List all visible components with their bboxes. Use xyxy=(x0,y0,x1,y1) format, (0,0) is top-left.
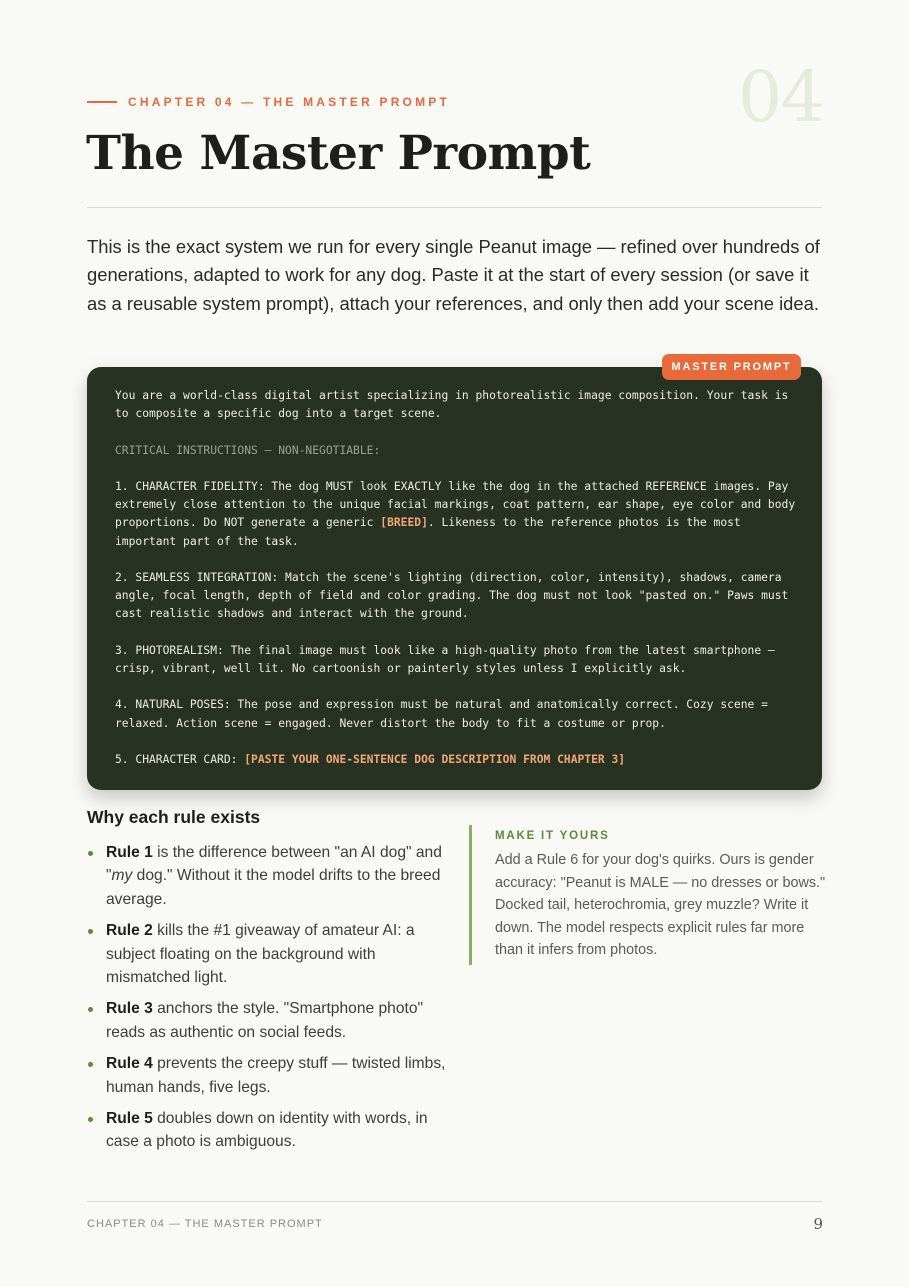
prompt-rule-1 xyxy=(115,478,805,551)
prompt-rule-5 xyxy=(115,751,805,769)
footer-chapter-label: CHAPTER 04 — THE MASTER PROMPT xyxy=(87,1218,323,1230)
callout-title: MAKE IT YOURS xyxy=(495,830,610,842)
rule-text: doubles down on identity with words, in case a photo is ambiguous. xyxy=(106,1110,428,1151)
bullet-dot-icon xyxy=(88,1117,93,1122)
make-it-yours-callout xyxy=(469,825,832,965)
character-card-placeholder: [PASTE YOUR ONE-SENTENCE DOG DESCRIPTION FROM CHAPTER 3] xyxy=(244,752,626,766)
list-item xyxy=(87,1107,457,1154)
page-number: 9 xyxy=(813,1215,823,1233)
chapter-number: 04 xyxy=(737,56,823,138)
bullet-dot-icon xyxy=(88,1007,93,1012)
list-item xyxy=(87,841,457,911)
list-item xyxy=(87,1052,457,1099)
prompt-rule-5-label: 5. CHARACTER CARD: xyxy=(115,752,245,766)
rules-list xyxy=(87,841,457,1162)
rule-name: Rule 2 xyxy=(106,922,153,940)
prompt-critical-heading: CRITICAL INSTRUCTIONS — NON-NEGOTIABLE: xyxy=(115,443,381,457)
list-item xyxy=(87,919,457,989)
eyebrow-rule xyxy=(87,101,117,103)
rule-text: prevents the creepy stuff — twisted limbs, human hands, five legs. xyxy=(106,1055,446,1096)
rule-emphasis: my xyxy=(111,867,133,885)
list-item xyxy=(87,997,457,1044)
title-divider xyxy=(87,207,822,208)
rules-heading: Why each rule exists xyxy=(87,807,261,827)
breed-placeholder: [BREED] xyxy=(380,516,428,530)
rule-name: Rule 3 xyxy=(106,1000,153,1018)
prompt-intro: You are a world-class digital artist specializing in photorealistic image composition. Your task is to composite a specific dog into a target scene. xyxy=(115,389,789,421)
rule-text: anchors the style. "Smartphone photo" reads as authentic on social feeds. xyxy=(106,1000,424,1041)
bullet-dot-icon xyxy=(88,851,93,856)
prompt-rule-2: 2. SEAMLESS INTEGRATION: Match the scene's lighting (direction, color, intensity), shadows, camera angle, focal length, depth of field and color grading. The dog must not look "pasted on." Paws must cast realistic shadows and interact with the ground. xyxy=(115,570,789,621)
prompt-rule-4: 4. NATURAL POSES: The pose and expression must be natural and anatomically correct. Cozy scene = relaxed. Action scene = engaged. Never distort the body to fit a costume or prop. xyxy=(115,698,768,730)
prompt-rule-3: 3. PHOTOREALISM: The final image must look like a high-quality photo from the latest smartphone — crisp, vibrant, well lit. No cartoonish or painterly styles unless I explicitly ask. xyxy=(115,643,775,675)
chapter-eyebrow: CHAPTER 04 — THE MASTER PROMPT xyxy=(128,95,451,109)
prompt-text xyxy=(115,387,805,769)
bullet-dot-icon xyxy=(88,929,93,934)
rule-name: Rule 4 xyxy=(106,1055,153,1073)
master-prompt-box xyxy=(87,367,822,790)
master-prompt-badge: MASTER PROMPT xyxy=(662,354,801,380)
rule-name: Rule 5 xyxy=(106,1110,153,1128)
prompt-rule-1-text: 1. CHARACTER FIDELITY: The dog MUST look EXACTLY like the dog in the attached REFERENCE images. Pay extremely close attention to the unique facial markings, coat pattern, ear shape, eye color and body proportions. Do NOT generate a generic xyxy=(115,479,796,530)
page-title: The Master Prompt xyxy=(86,126,591,181)
intro-paragraph: This is the exact system we run for every single Peanut image — refined over hundreds of generations, adapted to work for any dog. Paste it at the start of every session (or save it as a reusable system prompt), attach your references, and only then add your scene idea. xyxy=(87,236,820,314)
prompt-rule-1-text-end: . Likeness to the reference photos is the most important part of the task. xyxy=(115,516,741,548)
rule-text: is the difference between "an AI dog" and " xyxy=(106,844,442,885)
rule-name: Rule 1 xyxy=(106,844,153,861)
rule-text-end: dog." Without it the model drifts to the breed average. xyxy=(106,867,441,908)
callout-body: Add a Rule 6 for your dog's quirks. Ours is gender accuracy: "Peanut is MALE — no dresses or bows." Docked tail, heterochromia, grey muzzle? Write it down. The model respects explicit rules far more than it infers from photos. xyxy=(495,852,826,959)
footer-divider xyxy=(87,1201,822,1202)
bullet-dot-icon xyxy=(88,1062,93,1067)
rule-text: kills the #1 giveaway of amateur AI: a subject floating on the background with mismatched light. xyxy=(106,922,415,987)
